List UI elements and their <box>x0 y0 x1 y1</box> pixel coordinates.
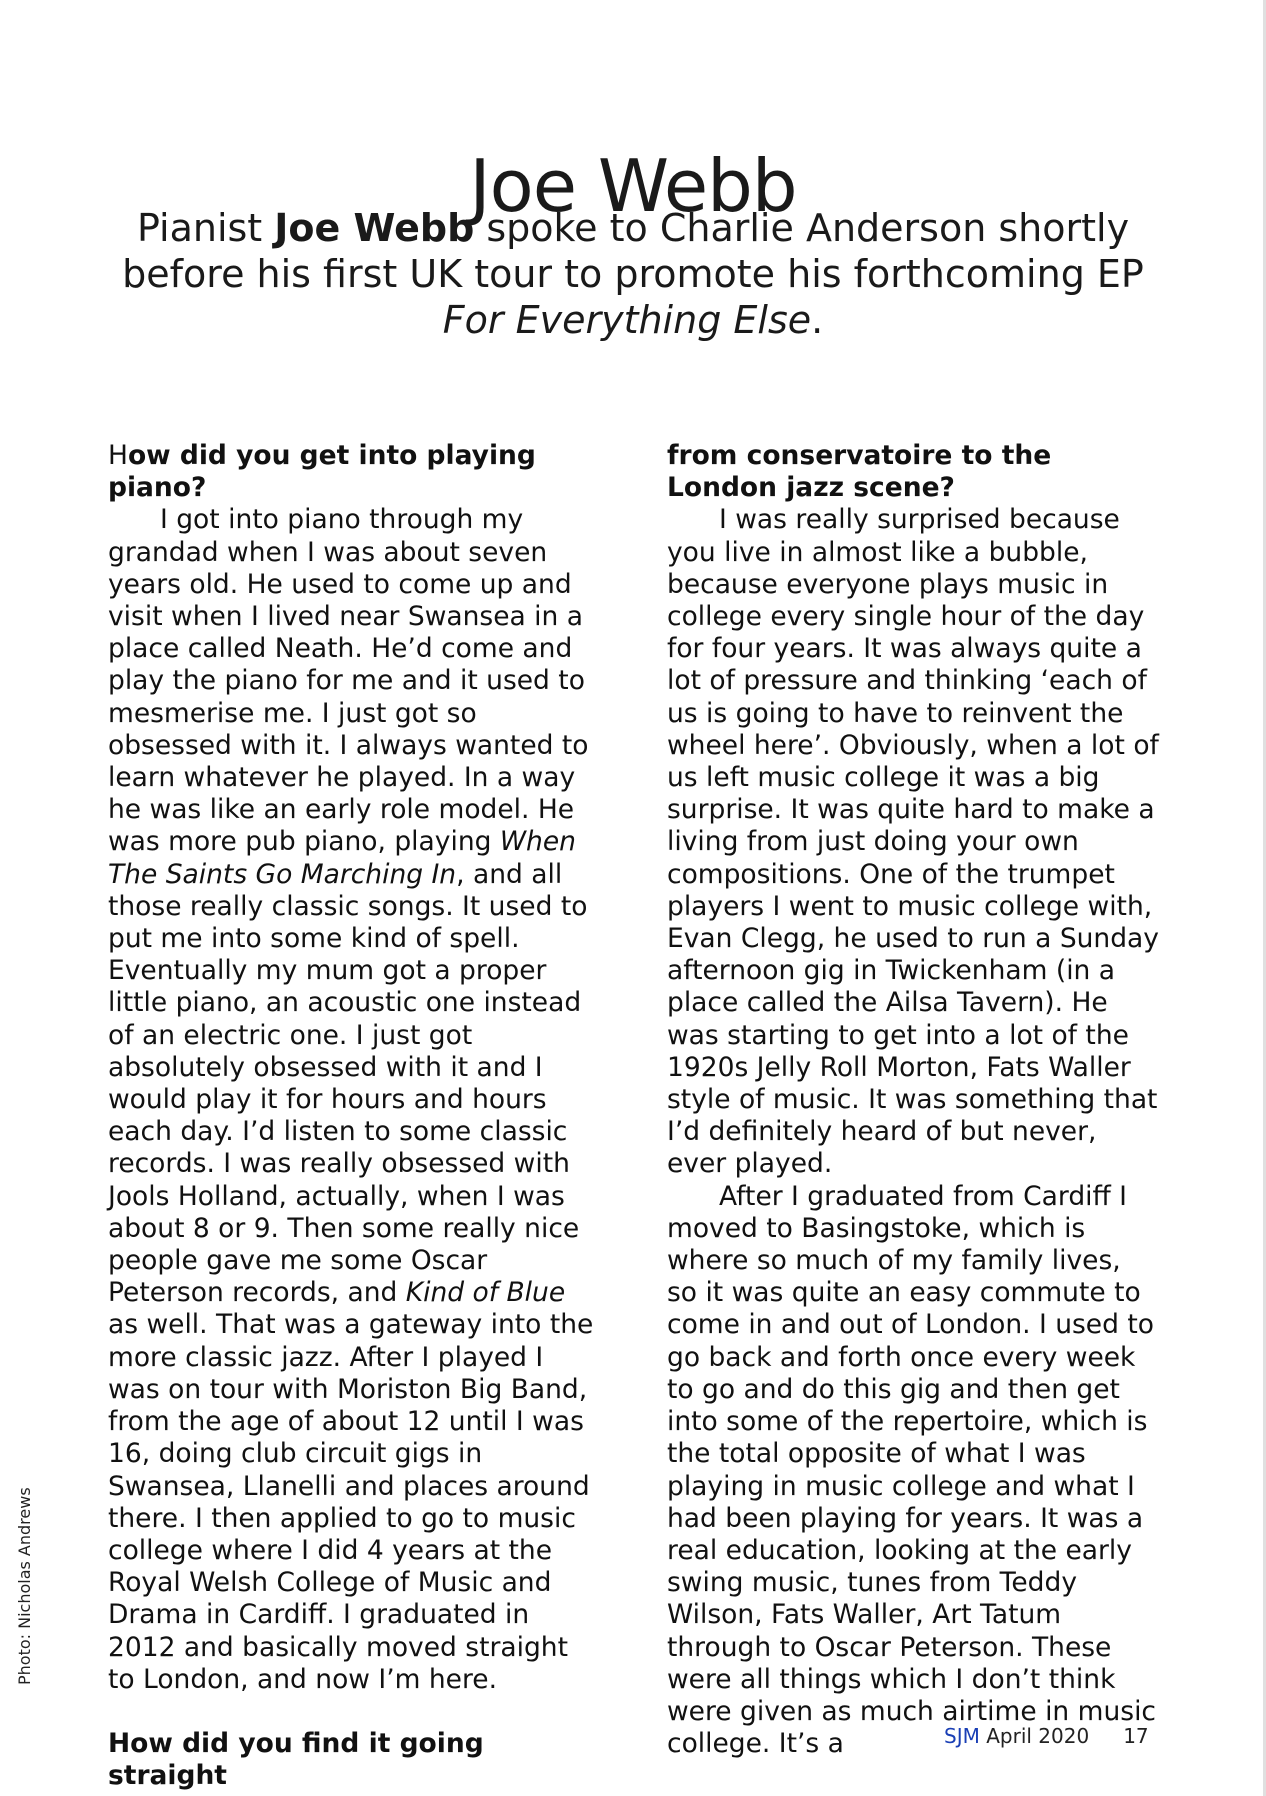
photo-credit: Photo: Nicholas Andrews <box>15 1487 34 1685</box>
answer-1-part-2: , and all those really classic songs. It used to put me into some kind of spell. Eventually my mum got a proper little piano, an acoustic one instead of an electric one. I just got absolutely obsessed with it and I would play it for hours and hours each day. I’d listen to some classic records. I was really obsessed with Jools Holland, actually, when I was about 8 or 9. Then some really nice people gave me some Oscar Peterson records, and <box>108 858 588 1309</box>
standfirst-pre: Pianist <box>136 206 275 250</box>
question-2-start: How did you find it going straight <box>108 1727 484 1792</box>
magazine-name: SJM <box>944 1724 980 1748</box>
standfirst-end: . <box>811 298 824 342</box>
standfirst-mid: spoke to Charlie Anderson shortly before his first UK tour to promote his forthcoming EP <box>122 206 1144 296</box>
answer-2-paragraph-1: I was really surprised because you live in almost like a bubble, because everyone plays music in college every single hour of the day for four years. It was always quite a lot of pressure and thinking ‘each of us is going to have to reinvent the wheel here’. Obviously, when a lot of us left music college it was a big surprise. It was quite hard to make a living from just doing your own compositions. One of the trumpet players I went to music college with, Evan Clegg, he used to run a Sunday afternoon gig in Twickenham (in a place called the Ailsa Tavern). He was starting to get into a lot of the 1920s Jelly Roll Morton, Fats Waller style of music. It was something that I’d definitely heard of but never, ever played. <box>667 504 1159 1180</box>
right-column <box>667 440 1159 1760</box>
page-number: 17 <box>1123 1724 1149 1748</box>
standfirst-name: Joe Webb <box>274 206 475 250</box>
question-1-first-letter: H <box>108 440 128 471</box>
answer-2-paragraph-2: After I graduated from Cardiff I moved to Basingstoke, which is where so much of my family lives, so it was quite an easy commute to come in and out of London. I used to go back and forth once every week to go and do this gig and then get into some of the repertoire, which is the total opposite of what I was playing in music college and what I had been playing for years. It was a real education, looking at the early swing music, tunes from Teddy Wilson, Fats Waller, Art Tatum through to Oscar Peterson. These were all things which I don’t think were given as much airtime in music college. It’s a <box>667 1180 1156 1760</box>
album-title: Kind of Blue <box>405 1277 566 1309</box>
article-standfirst <box>110 205 1156 343</box>
answer-1-part-3: as well. That was a gateway into the more classic jazz. After I played I was on tour with Moriston Big Band, from the age of about 12 until I was 16, doing club circuit gigs in Swansea, Llanelli and places around there. I then applied to go to music college where I did 4 years at the Royal Welsh College of Music and Drama in Cardiff. I graduated in 2012 and basically moved straight to London, and now I’m here. <box>108 1309 594 1695</box>
left-column <box>108 440 600 1792</box>
question-2-end: from conservatoire to the London jazz scene? <box>667 440 1052 504</box>
page-footer <box>944 1724 1149 1748</box>
issue-date: April 2020 <box>986 1724 1090 1748</box>
song-title: When The Saints Go Marching In <box>108 826 576 890</box>
article-title: Joe Webb <box>469 144 797 229</box>
answer-1-part-1: I got into piano through my grandad when I was about seven years old. He used to come up and visit when I lived near Swansea in a place called Neath. He’d come and play the piano for me and it used to mesmerise me. I just got so obsessed with it. I always wanted to learn whatever he played. In a way he was like an early role model. He was more pub piano, playing <box>108 504 589 858</box>
paragraph-gap <box>108 1696 600 1728</box>
answer-1 <box>108 504 600 1696</box>
standfirst-ep-title: For Everything Else <box>442 298 812 342</box>
question-1-text: ow did you get into playing piano? <box>108 440 536 504</box>
question-1 <box>108 440 600 504</box>
